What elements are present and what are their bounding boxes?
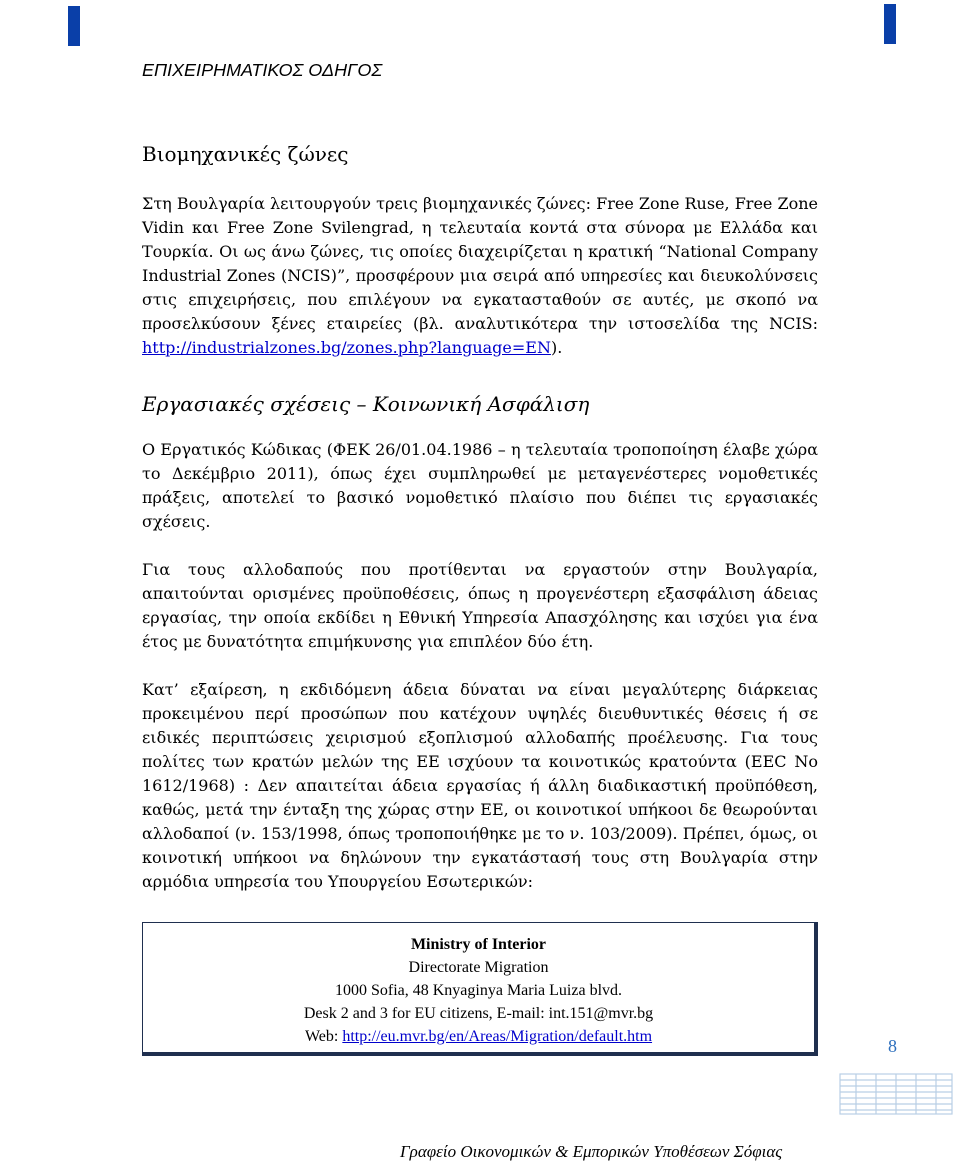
document-header: ΕΠΙΧΕΙΡΗΜΑΤΙΚΟΣ ΟΔΗΓΟΣ bbox=[142, 60, 383, 80]
contact-web-label: Web: bbox=[304, 1028, 343, 1045]
ministry-contact-box bbox=[142, 922, 818, 1056]
eu-citizens-paragraph: Κατ’ εξαίρεση, η εκδιδόμενη άδεια δύναται να είναι μεγαλύτερης διάρκειας προκειμένου περί προσώπων που κατέχουν υψηλές διευθυντικές θέσεις ή σε ειδικές περιπτώσεις χειρισμού εξοπλισμού αλλοδαπής προέλευσης. Για τους πολίτες των κρατών μελών της ΕΕ ισχύουν τα κοινοτικώς κρατούντα (EEC No 1612/1968) : Δεν απαιτείται άδεια εργασίας ή άλλη διαδικαστική προϋπόθεση, καθώς, μετά την ένταξη της χώρας στην ΕΕ, οι κοινοτικοί υπήκοοι δε θεωρούνται αλλοδαποί (ν. 153/1998, όπως τροποποιήθηκε με το ν. 103/2009). Πρέπει, όμως, οι κοινοτική υπήκοοι να δηλώνουν την εγκατάστασή τους στη Βουλγαρία στην αρμόδια υπηρεσία του Υπουργείου Εσωτερικών: bbox=[142, 680, 818, 891]
contact-web bbox=[151, 1025, 806, 1048]
section-heading-labour-relations: Εργασιακές σχέσεις – Κοινωνική Ασφάλιση bbox=[142, 392, 590, 416]
ncis-link[interactable]: http://industrialzones.bg/zones.php?language=EN bbox=[142, 338, 551, 357]
industrial-zones-text-end: ). bbox=[550, 338, 563, 357]
document-content bbox=[142, 140, 818, 1056]
document-footer: Γραφείο Οικονομικών & Εμπορικών Υποθέσεων Σόφιας bbox=[400, 1142, 783, 1161]
decorative-square-right bbox=[884, 4, 896, 44]
page-number: 8 bbox=[888, 1036, 897, 1056]
contact-title: Ministry of Interior bbox=[410, 936, 547, 953]
industrial-zones-paragraph bbox=[142, 192, 818, 360]
ministry-web-link[interactable]: http://eu.mvr.bg/en/Areas/Migration/default.htm bbox=[342, 1028, 653, 1045]
contact-email: Desk 2 and 3 for EU citizens, E-mail: int.151@mvr.bg bbox=[303, 1005, 654, 1022]
labour-code-paragraph: Ο Εργατικός Κώδικας (ΦΕΚ 26/01.04.1986 – η τελευταία τροποποίηση έλαβε χώρα το Δεκέμβριο 2011), όπως έχει συμπληρωθεί με μεταγενέστερες νομοθετικές πράξεις, αποτελεί το βασικό νομοθετικό πλαίσιο που διέπει τις εργασιακές σχέσεις. bbox=[142, 440, 818, 531]
section-heading-industrial-zones: Βιομηχανικές ζώνες bbox=[142, 142, 349, 166]
foreign-workers-paragraph: Για τους αλλοδαπούς που προτίθενται να εργαστούν στην Βουλγαρία, απαιτούνται ορισμένες προϋποθέσεις, όπως η προγενέστερη εξασφάλιση άδειας εργασίας, την οποία εκδίδει η Εθνική Υπηρεσία Απασχόλησης και ισχύει για ένα έτος με δυνατότητα επιμήκυνσης για επιπλέον δύο έτη. bbox=[142, 560, 818, 651]
footer-decoration bbox=[836, 1070, 960, 1122]
contact-address: 1000 Sofia, 48 Knyaginya Maria Luiza blvd. bbox=[334, 982, 623, 999]
industrial-zones-text: Στη Βουλγαρία λειτουργούν τρεις βιομηχανικές ζώνες: Free Zone Ruse, Free Zone Vidin και Free Zone Svilengrad, η τελευταία κοντά στα σύνορα με Ελλάδα και Τουρκία. Οι ως άνω ζώνες, τις οποίες διαχειρίζεται η κρατική “National Company Industrial Zones (NCIS)”, προσφέρουν μια σειρά από υπηρεσίες και διευκολύνσεις στις επιχειρήσεις, που επιλέγουν να εγκατασταθούν σε αυτές, με σκοπό να προσελκύσουν ξένες εταιρείες (βλ. αναλυτικότερα την ιστοσελίδα της NCIS: bbox=[142, 194, 818, 333]
decorative-square-left bbox=[68, 6, 80, 46]
contact-directorate: Directorate Migration bbox=[408, 959, 549, 976]
